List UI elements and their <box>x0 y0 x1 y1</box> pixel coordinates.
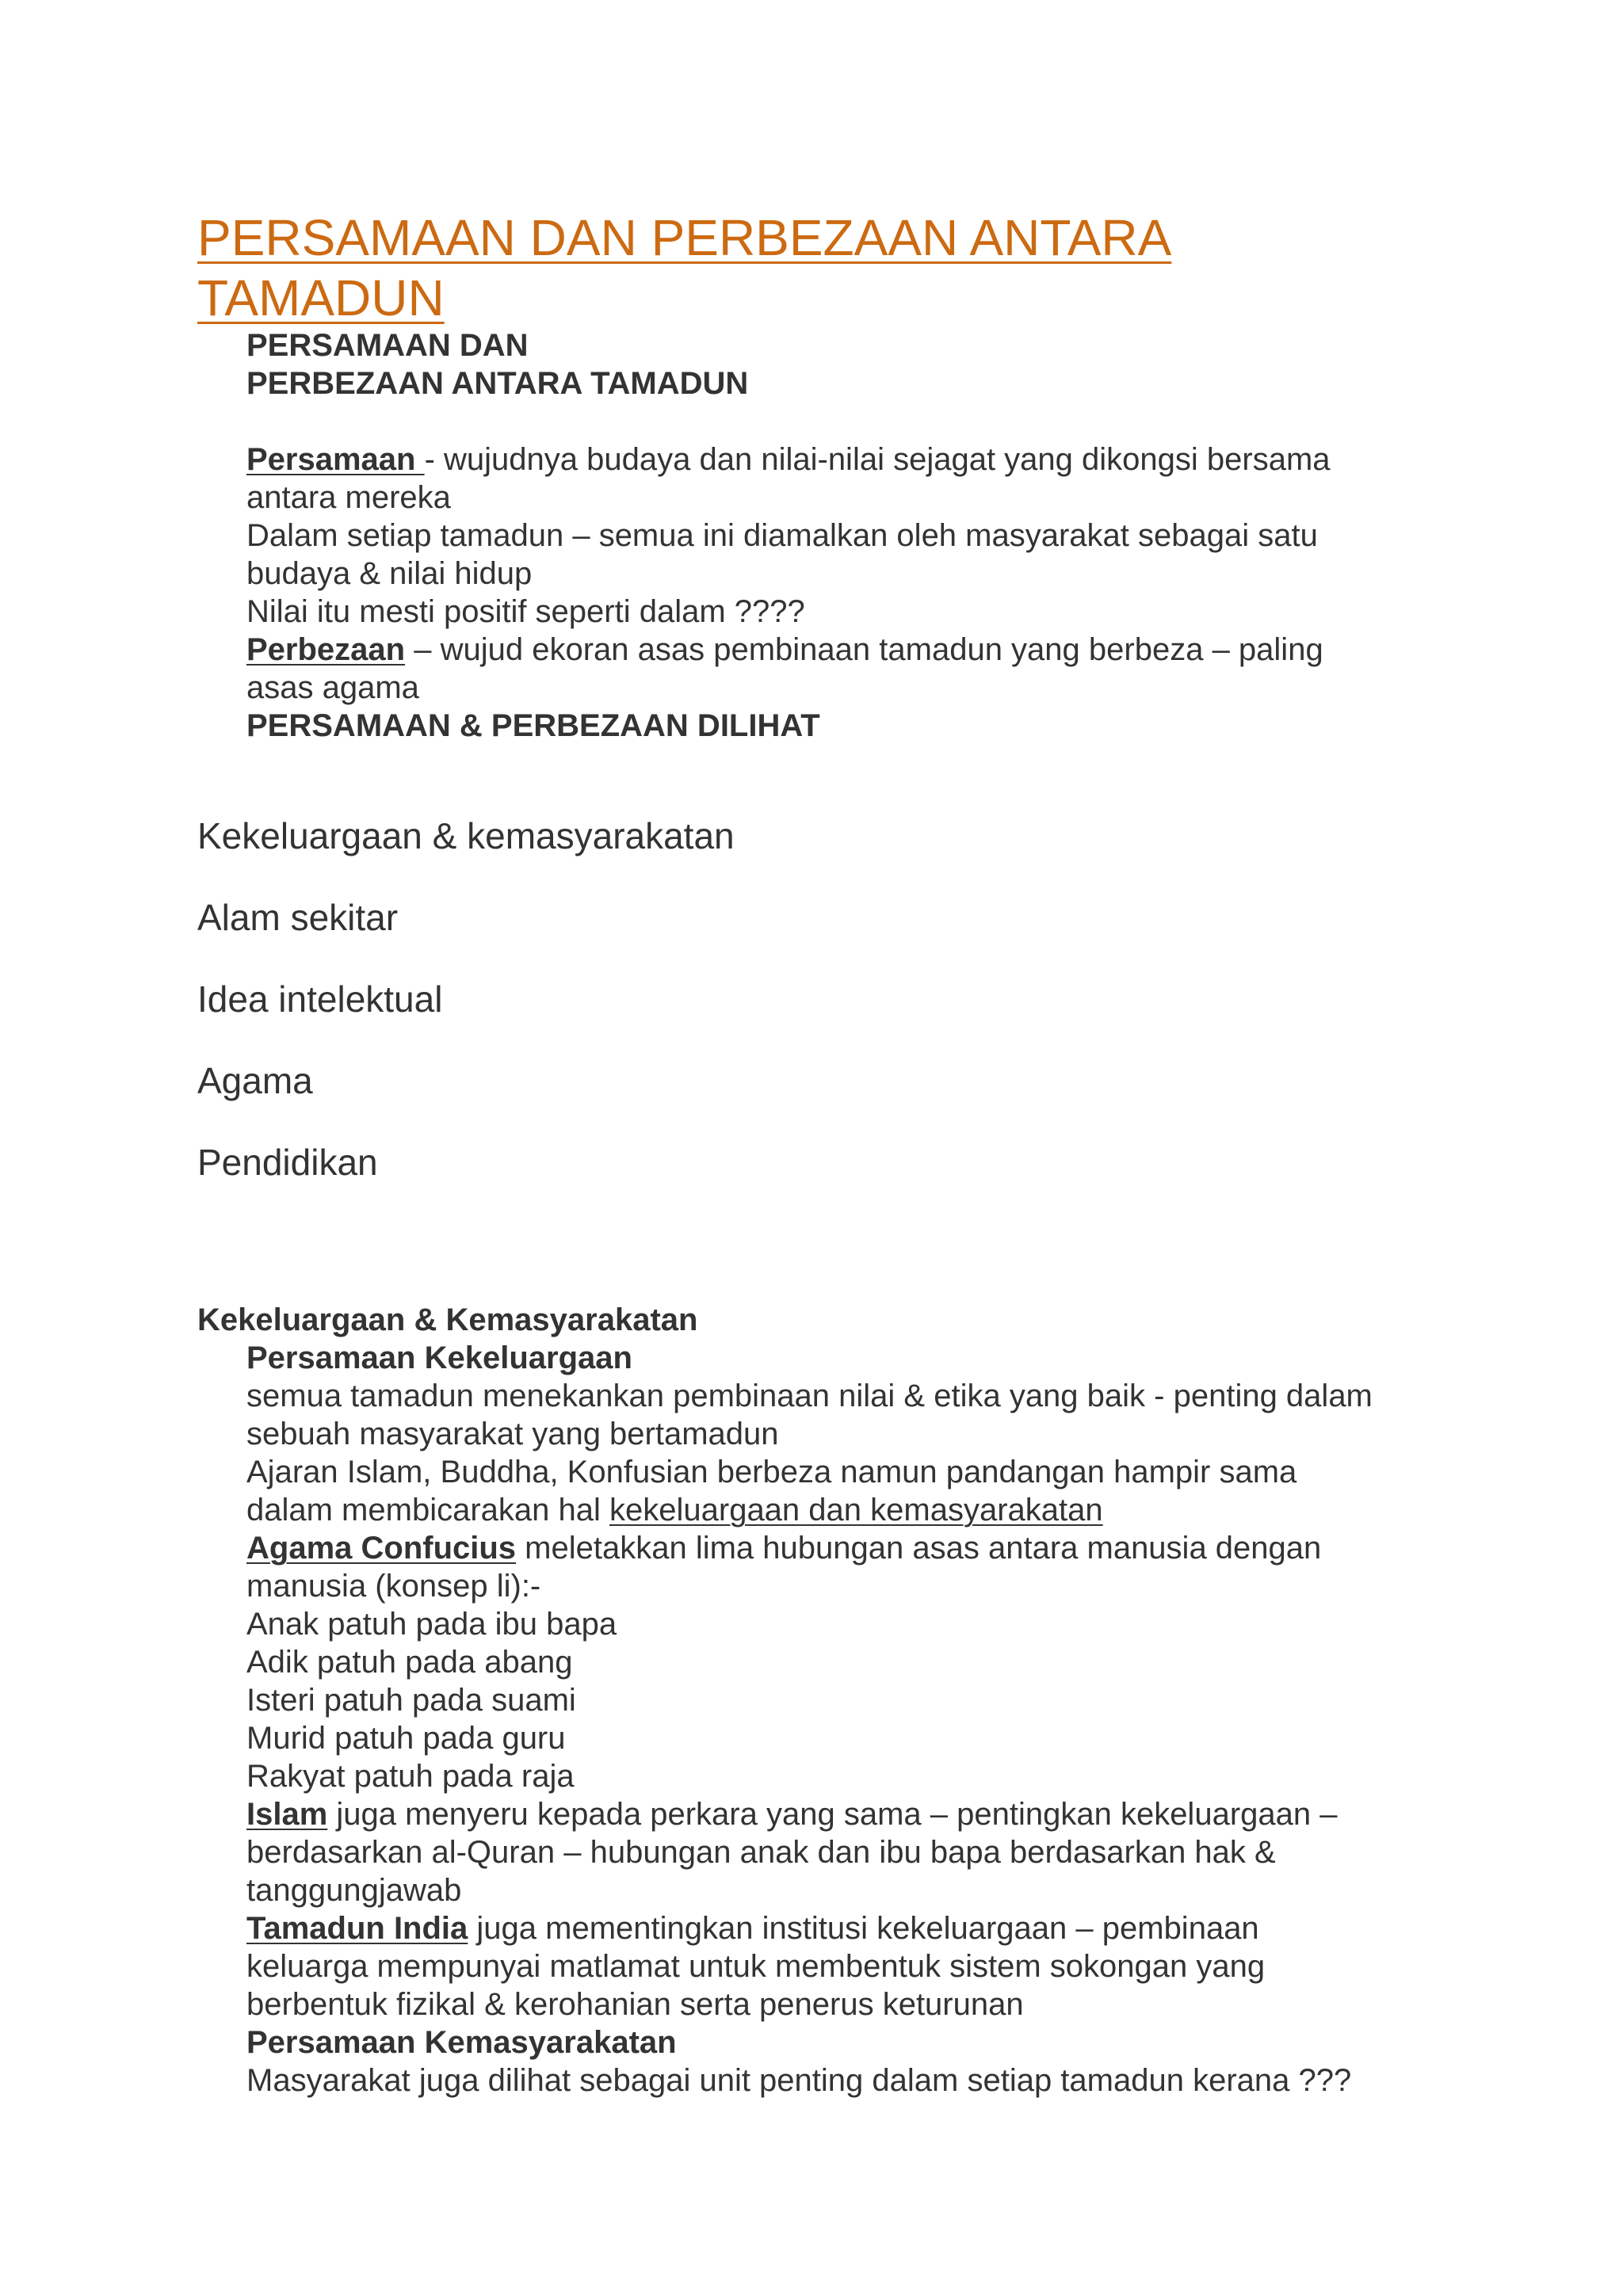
persamaan-line-1 <box>246 441 1483 479</box>
intro-line-5: Nilai itu mesti positif seperti dalam ???? <box>246 594 805 629</box>
topic-item: Idea intelektual <box>197 978 443 1020</box>
topic-item: Pendidikan <box>197 1142 378 1183</box>
persamaan-text-1: - wujudnya budaya dan nilai-nilai sejagat yang dikongsi bersama <box>424 442 1331 477</box>
section-line <box>246 1491 1483 1529</box>
persamaan-line-2: antara mereka <box>246 480 451 515</box>
relation-item: Isteri patuh pada suami <box>246 1683 576 1718</box>
confucius-line-1 <box>246 1529 1483 1567</box>
intro-block <box>246 326 1483 745</box>
page-title[interactable] <box>197 208 1307 328</box>
relation-item: Adik patuh pada abang <box>246 1645 573 1680</box>
islam-label: Islam <box>246 1797 328 1832</box>
intro-line-3: Dalam setiap tamadun – semua ini diamalkan oleh masyarakat sebagai satu <box>246 518 1318 553</box>
persamaan-kekeluargaan-heading: Persamaan Kekeluargaan <box>246 1341 632 1375</box>
section-line: semua tamadun menekankan pembinaan nilai & etika yang baik - penting dalam <box>246 1379 1373 1413</box>
perbezaan-text-1: – wujud ekoran asas pembinaan tamadun yang berbeza – paling <box>405 632 1323 667</box>
section-line: sebuah masyarakat yang bertamadun <box>246 1417 779 1451</box>
intro-subheading-2: PERBEZAAN ANTARA TAMADUN <box>246 366 749 401</box>
section-last-line: Masyarakat juga dilihat sebagai unit penting dalam setiap tamadun kerana ??? <box>246 2063 1352 2098</box>
islam-line-1 <box>246 1795 1483 1833</box>
intro-subheading-1: PERSAMAAN DAN <box>246 328 529 363</box>
relation-item: Murid patuh pada guru <box>246 1721 566 1756</box>
confucius-line-2: manusia (konsep li):- <box>246 1569 541 1604</box>
perbezaan-line-2: asas agama <box>246 670 419 705</box>
confucius-text-1: meletakkan lima hubungan asas antara manusia dengan <box>516 1531 1322 1566</box>
relation-item: Rakyat patuh pada raja <box>246 1759 575 1794</box>
relation-item: Anak patuh pada ibu bapa <box>246 1607 617 1642</box>
topic-item: Kekeluargaan & kemasyarakatan <box>197 815 735 856</box>
topic-item: Alam sekitar <box>197 897 399 938</box>
intro-line-4: budaya & nilai hidup <box>246 556 533 591</box>
india-line-2: keluarga mempunyai matlamat untuk membentuk sistem sokongan yang <box>246 1949 1266 1984</box>
title-line-2[interactable]: TAMADUN <box>197 269 445 326</box>
perbezaan-label: Perbezaan <box>246 632 406 667</box>
perbezaan-line-1 <box>246 631 1483 669</box>
india-line-1 <box>246 1909 1483 1947</box>
section-text: dalam membicarakan hal <box>246 1493 609 1527</box>
section-body <box>246 1339 1483 2100</box>
india-line-3: berbentuk fizikal & kerohanian serta penerus keturunan <box>246 1987 1024 2022</box>
section-line: Ajaran Islam, Buddha, Konfusian berbeza namun pandangan hampir sama <box>246 1455 1297 1489</box>
confucius-label: Agama Confucius <box>246 1531 517 1566</box>
dilihat-heading: PERSAMAAN & PERBEZAAN DILIHAT <box>246 708 820 743</box>
islam-text-1: juga menyeru kepada perkara yang sama – pentingkan kekeluargaan – <box>327 1797 1338 1832</box>
section-heading: Kekeluargaan & Kemasyarakatan <box>197 1302 698 1337</box>
topic-item: Agama <box>197 1060 313 1101</box>
persamaan-kemasyarakatan-heading: Persamaan Kemasyarakatan <box>246 2025 677 2060</box>
india-label: Tamadun India <box>246 1911 468 1946</box>
persamaan-label: Persamaan <box>246 442 425 477</box>
india-text-1: juga mementingkan institusi kekeluargaan – pembinaan <box>468 1911 1259 1946</box>
kekeluargaan-link[interactable]: kekeluargaan dan kemasyarakatan <box>609 1493 1103 1527</box>
islam-line-2: berdasarkan al-Quran – hubungan anak dan ibu bapa berdasarkan hak & <box>246 1835 1276 1870</box>
title-line-1[interactable]: PERSAMAAN DAN PERBEZAAN ANTARA <box>197 209 1172 266</box>
islam-line-3: tanggungjawab <box>246 1873 462 1908</box>
